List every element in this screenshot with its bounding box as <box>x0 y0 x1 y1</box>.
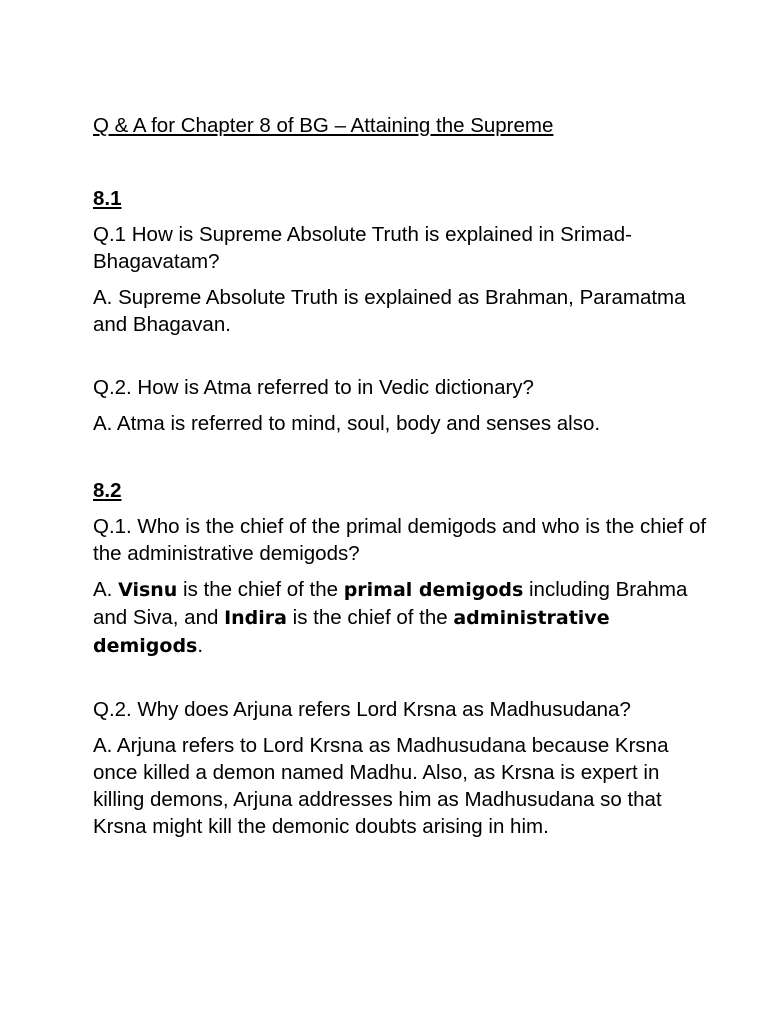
section-heading: 8.1 <box>93 187 122 210</box>
section-8-1 <box>93 185 713 437</box>
question-text: Q.2. Why does Arjuna refers Lord Krsna as Madhusudana? <box>93 698 631 721</box>
question-text: Q.2. How is Atma referred to in Vedic dictionary? <box>93 376 534 399</box>
section-heading: 8.2 <box>93 479 122 502</box>
section-8-2 <box>93 477 713 840</box>
answer-text <box>93 576 713 660</box>
qa-item <box>93 221 713 338</box>
qa-item <box>93 513 713 660</box>
answer-segment: is the chief of the <box>286 606 454 629</box>
document-title: Q & A for Chapter 8 of BG – Attaining the Supreme <box>93 114 554 137</box>
answer-text: A. Supreme Absolute Truth is explained as Brahman, Paramatma and Bhagavan. <box>93 286 686 336</box>
question-text: Q.1 How is Supreme Absolute Truth is explained in Srimad-Bhagavatam? <box>93 223 632 273</box>
qa-item <box>93 696 713 840</box>
qa-item <box>93 374 713 437</box>
answer-segment: A. <box>93 578 119 601</box>
answer-segment: including Brahma and Siva, and <box>93 578 688 629</box>
answer-bold-term: primal demigods <box>343 579 524 601</box>
document-page <box>93 112 713 876</box>
question-text: Q.1. Who is the chief of the primal demigods and who is the chief of the administrative demigods? <box>93 515 707 565</box>
answer-text: A. Arjuna refers to Lord Krsna as Madhusudana because Krsna once killed a demon named Madhu. Also, as Krsna is expert in killing demons, Arjuna addresses him as Madhusudana so that Krsna might kill the demonic doubts arising in him. <box>93 734 669 838</box>
answer-bold-term: administrative demigods <box>93 607 610 657</box>
answer-segment: is the chief of the <box>177 578 344 601</box>
answer-text: A. Atma is referred to mind, soul, body and senses also. <box>93 412 601 435</box>
answer-bold-term: Visnu <box>118 579 178 601</box>
answer-segment: . <box>197 634 204 657</box>
answer-bold-term: Indira <box>224 607 287 629</box>
